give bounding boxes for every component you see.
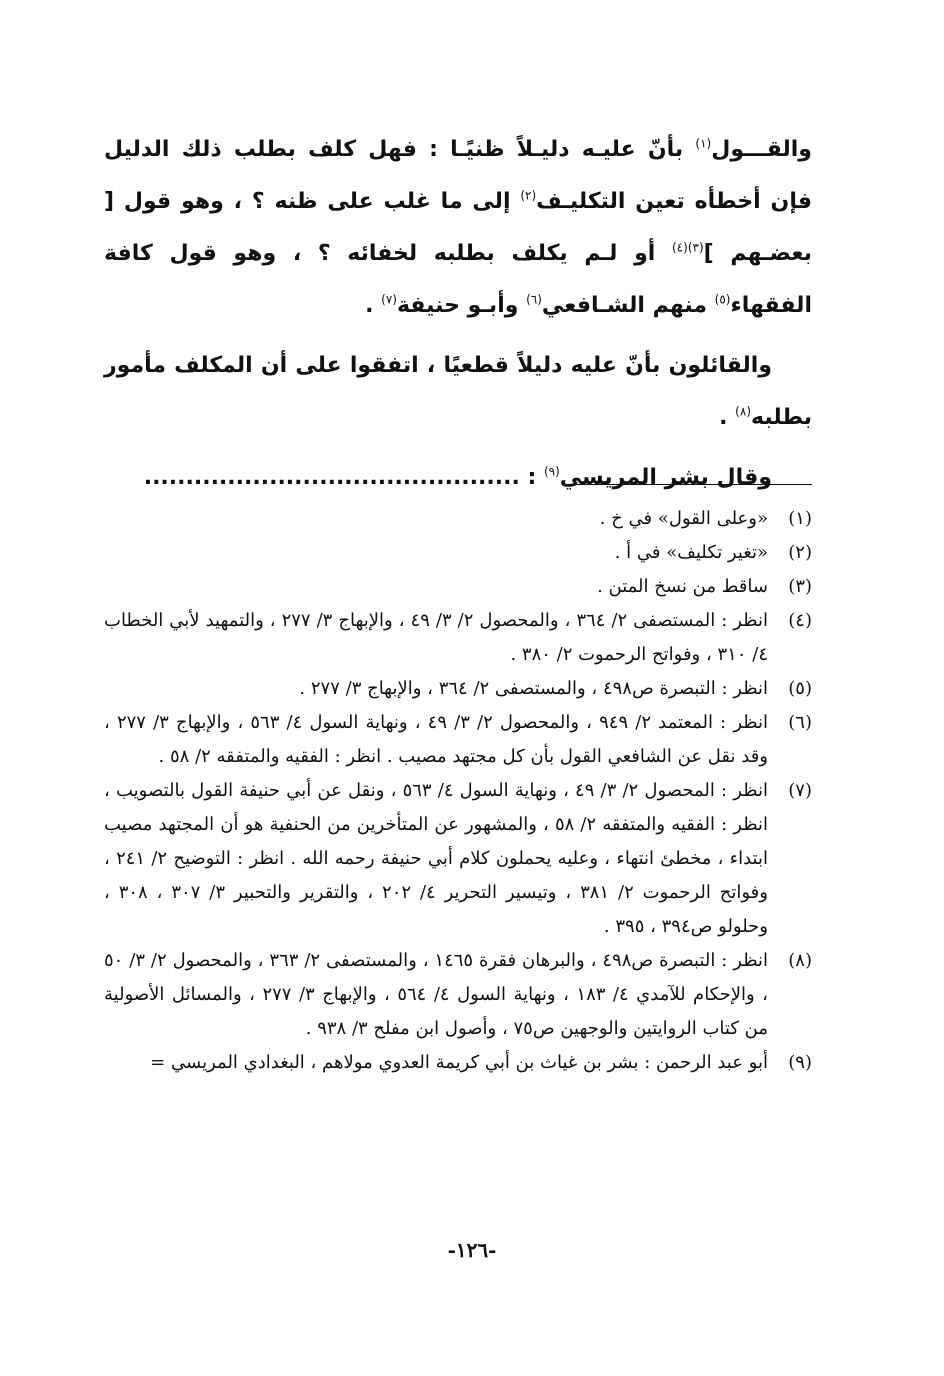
- footnote-ref-1: (١): [695, 136, 712, 151]
- footnote-number: (٤): [788, 610, 812, 631]
- paragraph-3: [104, 452, 812, 504]
- footnote-number: (٩): [788, 1052, 812, 1073]
- footnotes: [104, 502, 812, 1080]
- footnote-5: [104, 672, 812, 706]
- footnote-2: [104, 536, 812, 570]
- text-run: .: [719, 405, 736, 430]
- text-run: بأنّ عليـه دليـلاً ظنيًـا : فهل كلف بطلب ذلك الدليل فإن أخطأه تعين التكليـف: [104, 137, 812, 214]
- text-run: .: [365, 293, 382, 318]
- footnote-ref-3: (٣): [687, 240, 704, 255]
- footnote-7: [104, 774, 812, 944]
- footnote-text: ساقط من نسخ المتن .: [597, 576, 768, 597]
- footnote-text: انظر : التبصرة ص٤٩٨ ، والمستصفى ٢/ ٣٦٤ ، والإبهاج ٣/ ٢٧٧ .: [299, 678, 768, 699]
- footnote-ref-8: (٨): [735, 404, 751, 419]
- footnote-ref-2: (٢): [520, 188, 537, 203]
- text-run: إلى ما غلب على ظنه ؟ ، وهو قول [ بعضـهم ]: [104, 189, 813, 266]
- footnote-4: [104, 604, 812, 672]
- footnote-text: أبو عبد الرحمن : بشر بن غياث بن أبي كريمة العدوي مولاهم ، البغدادي المريسي =: [150, 1052, 768, 1073]
- footnote-text: «تغير تكليف» في أ .: [614, 542, 768, 563]
- footnote-text: انظر : المستصفى ٢/ ٣٦٤ ، والمحصول ٢/ ٣/ ٤٩ ، والإبهاج ٣/ ٢٧٧ ، والتمهيد لأبي الخطاب ٤/ ٣١٠ ، وفواتح الرحموت ٢/ ٣٨٠ .: [104, 610, 769, 665]
- footnote-separator: [572, 484, 812, 485]
- footnote-8: [104, 944, 812, 1046]
- paragraph-1: [104, 124, 812, 332]
- text-run: والقائلون بأنّ عليه دليلاً قطعيًا ، اتفقوا على أن المكلف مأمور بطلبه: [104, 353, 812, 430]
- footnote-ref-9: (٩): [543, 464, 560, 479]
- footnote-number: (٣): [788, 576, 812, 597]
- footnote-ref-6: (٦): [526, 292, 542, 307]
- ellipsis-dots: .............................................: [143, 465, 520, 490]
- footnote-text: انظر : التبصرة ص٤٩٨ ، والبرهان فقرة ١٤٦٥ ، والمستصفى ٢/ ٣٦٣ ، والمحصول ٢/ ٣/ ٥٠ ، والإحكام للآمدي ٤/ ١٨٣ ، ونهاية السول ٤/ ٥٦٤ ، والإبهاج ٣/ ٢٧٧ ، والمسائل الأصولية من كتاب الروايتين والوجهين ص٧٥ ، وأصول ابن مفلح ٣/ ٩٣٨ .: [104, 950, 768, 1039]
- footnote-3: [104, 570, 812, 604]
- footnote-ref-4: (٤): [671, 240, 688, 255]
- text-run: والقـــول: [711, 137, 812, 162]
- text-run: وأبـو حنيفة: [396, 293, 527, 318]
- footnote-ref-5: (٥): [714, 292, 731, 307]
- text-run: منهم الشـافعي: [541, 293, 715, 318]
- footnote-text: انظر : المعتمد ٢/ ٩٤٩ ، والمحصول ٢/ ٣/ ٤٩ ، ونهاية السول ٤/ ٥٦٣ ، والإبهاج ٣/ ٢٧٧ ، وقد نقل عن الشافعي القول بأن كل مجتهد مصيب . انظر : الفقيه والمتفقه ٢/ ٥٨ .: [104, 712, 769, 767]
- text-run: :: [519, 465, 544, 490]
- footnote-number: (٢): [788, 542, 812, 563]
- text-run: وقال بشر المريسي: [559, 465, 772, 490]
- main-text: [104, 124, 812, 504]
- footnote-9: [104, 1046, 812, 1080]
- paragraph-2: [104, 340, 812, 444]
- page-number: -١٢٦-: [447, 1238, 497, 1262]
- footnote-number: (٥): [788, 678, 812, 699]
- footnote-number: (٧): [788, 780, 812, 801]
- text-run: أو لـم يكلف بطلبه لخفائه ؟ ، وهو قول كافة الفقهاء: [104, 241, 812, 318]
- footnote-1: [104, 502, 812, 536]
- footnote-ref-7: (٧): [381, 292, 397, 307]
- footnote-number: (٨): [788, 950, 812, 971]
- footnote-number: (٦): [788, 712, 812, 733]
- footnote-text: انظر : المحصول ٢/ ٣/ ٤٩ ، ونهاية السول ٤/ ٥٦٣ ، ونقل عن أبي حنيفة القول بالتصويب ، انظر : الفقيه والمتفقه ٢/ ٥٨ ، والمشهور عن المتأخرين من الحنفية هو أن المجتهد مصيب ابتداء ، مخطئ انتهاء ، وعليه يحملون كلام أبي حنيفة رحمه الله . انظر : التوضيح ٢/ ٢٤١ ، وفواتح الرحموت ٢/ ٣٨١ ، وتيسير التحرير ٤/ ٢٠٢ ، والتقرير والتحبير ٣/ ٣٠٧ ، ٣٠٨ ، وحلولو ص٣٩٤ ، ٣٩٥ .: [104, 780, 769, 937]
- footnote-text: «وعلى القول» في خ .: [599, 508, 768, 529]
- footnote-number: (١): [788, 508, 812, 529]
- footnote-6: [104, 706, 812, 774]
